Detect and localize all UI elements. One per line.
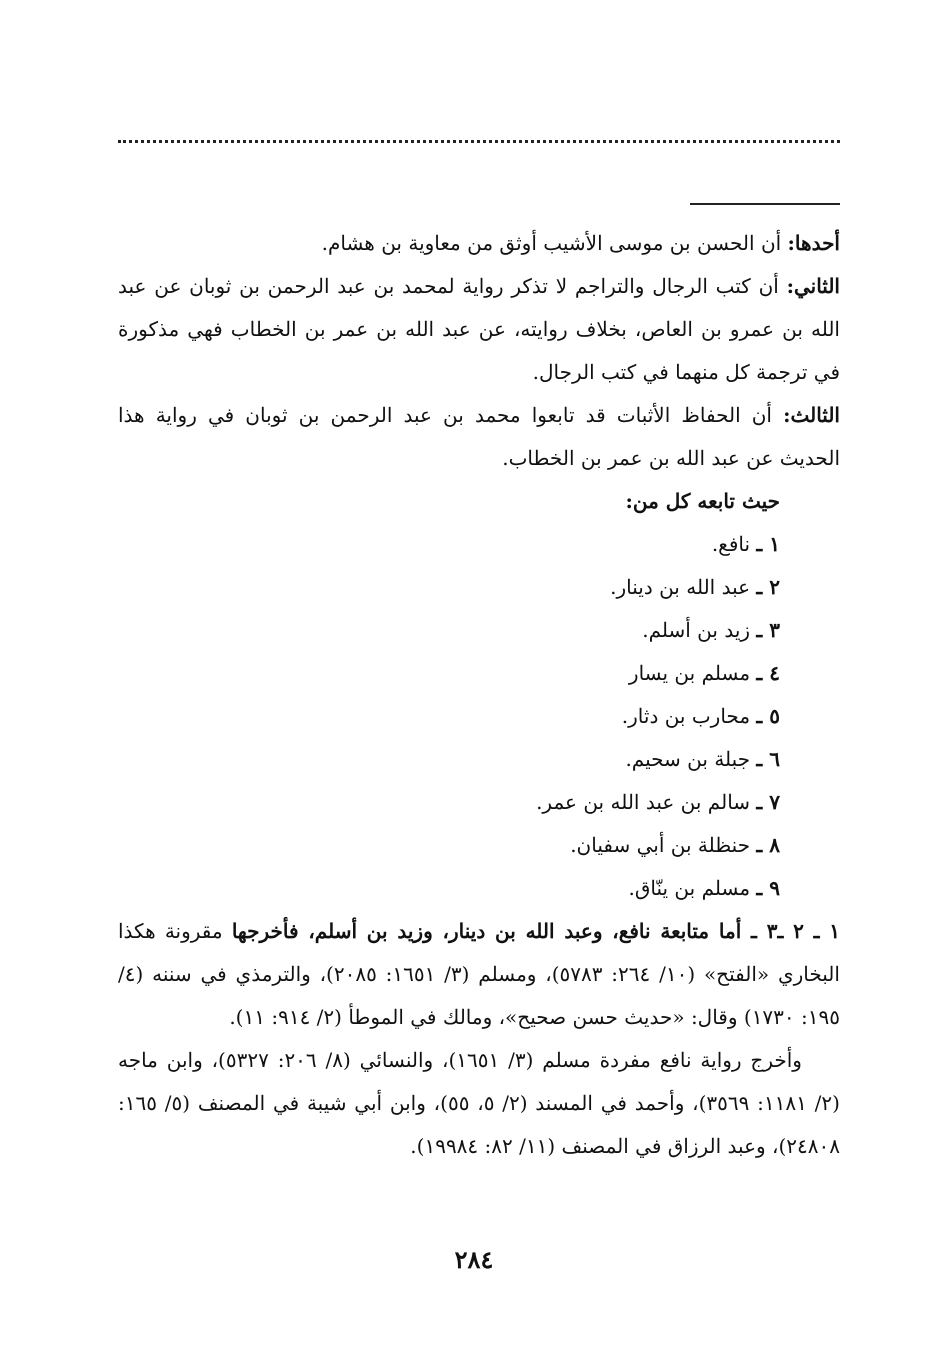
paragraph-fifth: وأخرج رواية نافع مفردة مسلم (٣/ ١٦٥١)، والنسائي (٨/ ٢٠٦: ٥٣٢٧)، وابن ماجه (٢/ ١١٨١: ٣٥٦٩)، وأحمد في المسند (٢/ ٥، ٥٥)، وابن أبي شيبة في المصنف (٥/ ١٦٥: ٢٤٨٠٨)، وعبد الرزاق في المصنف (١١/ ٨٢: ١٩٩٨٤). [118, 1048, 840, 1158]
paragraph-fourth [118, 910, 840, 1039]
paragraph-lead: الثاني: [786, 274, 840, 298]
list-item [118, 695, 840, 738]
paragraph-third [118, 394, 840, 480]
list-item-text: نافع. [711, 532, 751, 556]
page-body [118, 222, 840, 1168]
followers-list [118, 480, 840, 910]
paragraph-second [118, 265, 840, 394]
list-item-text: جبلة بن سحيم. [625, 747, 751, 771]
paragraph-first [118, 222, 840, 265]
list-item [118, 781, 840, 824]
page-number: ٢٨٤ [454, 1245, 494, 1274]
list-item [118, 523, 840, 566]
list-item-number: ٥ ـ [756, 704, 780, 728]
paragraph-bold-run: ١ ـ ٢ ـ٣ ـ أما متابعة نافع، وعبد الله بن دينار، وزيد بن أسلم، فأخرجها [231, 919, 840, 943]
paragraph-text: أن الحفاظ الأثبات قد تابعوا محمد بن عبد الرحمن بن ثوبان في رواية هذا الحديث عن عبد الله بن عمر بن الخطاب. [118, 403, 840, 470]
list-item-number: ١ ـ [756, 532, 780, 556]
list-item [118, 738, 840, 781]
list-item-number: ٢ ـ [756, 575, 780, 599]
list-intro: حيث تابعه كل من: [625, 489, 780, 513]
paragraph-lead: الثالث: [783, 403, 840, 427]
list-item [118, 824, 840, 867]
list-item-text: سالم بن عبد الله بن عمر. [536, 790, 751, 814]
list-item [118, 652, 840, 695]
paragraph-lead: أحدها: [787, 231, 840, 255]
footnote-rule [690, 203, 840, 205]
paragraph-text: مقرونة هكذا البخاري «الفتح» (١٠/ ٢٦٤: ٥٧٨٣)، ومسلم (٣/ ١٦٥١: ٢٠٨٥)، والترمذي في سننه (٤/ ١٩٥: ١٧٣٠) وقال: «حديث حسن صحيح»، ومالك في الموطأ (٢/ ٩١٤: ١١). [118, 919, 840, 1029]
list-item [118, 867, 840, 910]
list-item-text: عبد الله بن دينار. [610, 575, 751, 599]
paragraph-text: أن كتب الرجال والتراجم لا تذكر رواية لمحمد بن عبد الرحمن بن ثوبان عن عبد الله بن عمرو بن العاص، بخلاف روايته، عن عبد الله بن عمر بن الخطاب فهي مذكورة في ترجمة كل منهما في كتب الرجال. [118, 274, 840, 384]
list-item-number: ٦ ـ [756, 747, 780, 771]
list-item-text: حنظلة بن أبي سفيان. [570, 833, 751, 857]
list-item-text: محارب بن دثار. [621, 704, 751, 728]
list-item [118, 609, 840, 652]
list-item-number: ٣ ـ [756, 618, 780, 642]
paragraph-text: أن الحسن بن موسى الأشيب أوثق من معاوية بن هشام. [321, 231, 782, 255]
list-item [118, 566, 840, 609]
list-item-text: مسلم بن يسار [628, 661, 751, 685]
list-item-number: ٨ ـ [756, 833, 780, 857]
list-item-text: زيد بن أسلم. [642, 618, 751, 642]
dotted-separator [118, 140, 840, 143]
list-item-number: ٩ ـ [756, 876, 780, 900]
list-item-text: مسلم بن ينّاق. [628, 876, 751, 900]
list-item-number: ٧ ـ [756, 790, 780, 814]
list-item-number: ٤ ـ [756, 661, 780, 685]
